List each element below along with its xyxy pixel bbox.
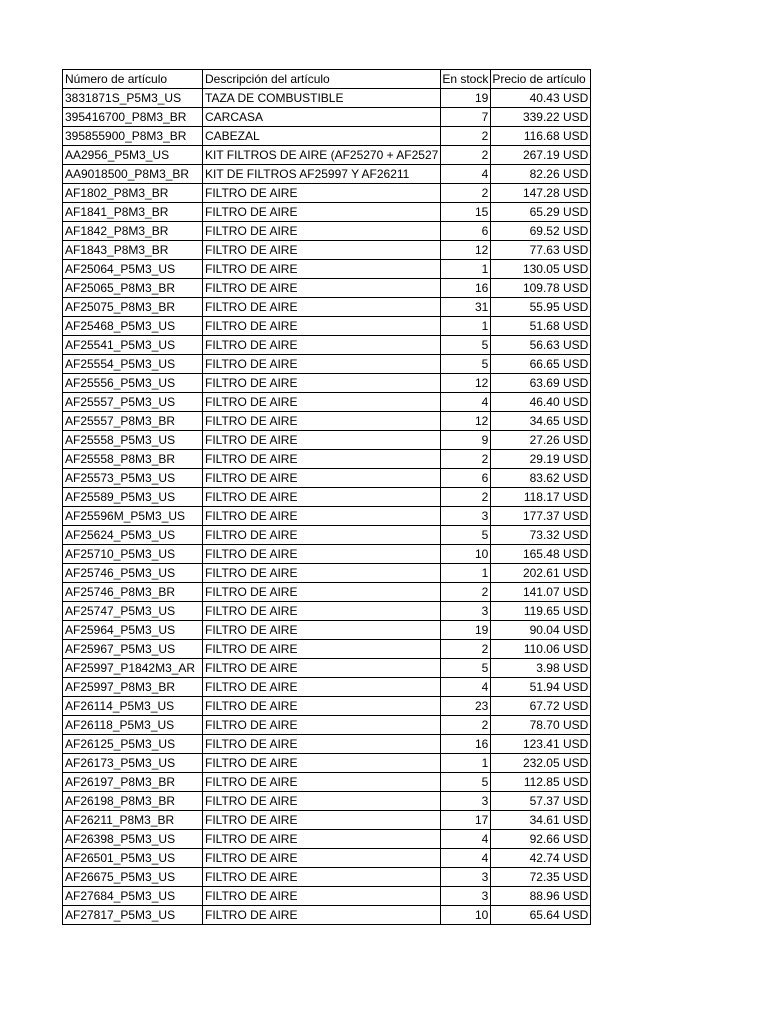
cell-part-number: AF25541_P5M3_US (63, 336, 203, 355)
cell-in-stock: 3 (441, 887, 491, 906)
cell-in-stock: 3 (441, 602, 491, 621)
cell-description: FILTRO DE AIRE (203, 906, 441, 925)
cell-in-stock: 6 (441, 469, 491, 488)
cell-description: FILTRO DE AIRE (203, 792, 441, 811)
table-row (63, 640, 591, 659)
cell-price: 165.48 USD (491, 545, 591, 564)
cell-description: FILTRO DE AIRE (203, 203, 441, 222)
cell-price: 116.68 USD (491, 127, 591, 146)
cell-part-number: AF25064_P5M3_US (63, 260, 203, 279)
table-row (63, 336, 591, 355)
cell-part-number: AF26197_P8M3_BR (63, 773, 203, 792)
cell-in-stock: 1 (441, 260, 491, 279)
cell-description: FILTRO DE AIRE (203, 260, 441, 279)
cell-price: 77.63 USD (491, 241, 591, 260)
cell-in-stock: 4 (441, 678, 491, 697)
cell-price: 267.19 USD (491, 146, 591, 165)
cell-in-stock: 2 (441, 127, 491, 146)
header-price: Precio de artículo (491, 70, 591, 89)
cell-description: FILTRO DE AIRE (203, 564, 441, 583)
cell-part-number: AF26114_P5M3_US (63, 697, 203, 716)
table-row (63, 108, 591, 127)
cell-description: FILTRO DE AIRE (203, 830, 441, 849)
spreadsheet (62, 69, 591, 925)
table-row (63, 127, 591, 146)
cell-description: FILTRO DE AIRE (203, 545, 441, 564)
cell-price: 147.28 USD (491, 184, 591, 203)
table-row (63, 222, 591, 241)
table-row (63, 792, 591, 811)
cell-description: KIT DE FILTROS AF25997 Y AF26211 (203, 165, 441, 184)
cell-price: 27.26 USD (491, 431, 591, 450)
cell-part-number: AF25746_P5M3_US (63, 564, 203, 583)
cell-price: 118.17 USD (491, 488, 591, 507)
cell-in-stock: 2 (441, 488, 491, 507)
cell-part-number: AF25967_P5M3_US (63, 640, 203, 659)
cell-price: 51.68 USD (491, 317, 591, 336)
table-row (63, 298, 591, 317)
cell-part-number: AA9018500_P8M3_BR (63, 165, 203, 184)
cell-in-stock: 2 (441, 640, 491, 659)
cell-in-stock: 10 (441, 906, 491, 925)
cell-in-stock: 3 (441, 507, 491, 526)
table-row (63, 735, 591, 754)
table-row (63, 412, 591, 431)
cell-description: FILTRO DE AIRE (203, 184, 441, 203)
cell-description: FILTRO DE AIRE (203, 602, 441, 621)
cell-part-number: AF25065_P8M3_BR (63, 279, 203, 298)
cell-price: 51.94 USD (491, 678, 591, 697)
cell-description: CABEZAL (203, 127, 441, 146)
cell-price: 69.52 USD (491, 222, 591, 241)
cell-in-stock: 3 (441, 792, 491, 811)
cell-price: 72.35 USD (491, 868, 591, 887)
cell-part-number: AF25997_P1842M3_AR (63, 659, 203, 678)
cell-in-stock: 4 (441, 393, 491, 412)
cell-description: FILTRO DE AIRE (203, 298, 441, 317)
cell-part-number: AF25558_P8M3_BR (63, 450, 203, 469)
table-row (63, 165, 591, 184)
cell-in-stock: 3 (441, 868, 491, 887)
cell-description: FILTRO DE AIRE (203, 374, 441, 393)
cell-part-number: AF26501_P5M3_US (63, 849, 203, 868)
cell-in-stock: 5 (441, 355, 491, 374)
table-row (63, 545, 591, 564)
cell-price: 83.62 USD (491, 469, 591, 488)
table-row (63, 431, 591, 450)
cell-in-stock: 6 (441, 222, 491, 241)
cell-description: TAZA DE COMBUSTIBLE (203, 89, 441, 108)
cell-in-stock: 23 (441, 697, 491, 716)
cell-in-stock: 2 (441, 583, 491, 602)
table-row (63, 564, 591, 583)
table-row (63, 260, 591, 279)
cell-price: 42.74 USD (491, 849, 591, 868)
cell-price: 46.40 USD (491, 393, 591, 412)
cell-price: 339.22 USD (491, 108, 591, 127)
cell-price: 55.95 USD (491, 298, 591, 317)
cell-part-number: AF1841_P8M3_BR (63, 203, 203, 222)
header-in-stock: En stock (441, 70, 491, 89)
cell-price: 92.66 USD (491, 830, 591, 849)
cell-description: FILTRO DE AIRE (203, 222, 441, 241)
cell-in-stock: 1 (441, 564, 491, 583)
cell-part-number: AF25573_P5M3_US (63, 469, 203, 488)
cell-in-stock: 2 (441, 146, 491, 165)
cell-description: FILTRO DE AIRE (203, 450, 441, 469)
table-row (63, 773, 591, 792)
cell-description: KIT FILTROS DE AIRE (AF25270 + AF2527 (203, 146, 441, 165)
cell-in-stock: 2 (441, 716, 491, 735)
table-body (63, 89, 591, 925)
cell-in-stock: 16 (441, 735, 491, 754)
cell-part-number: 395416700_P8M3_BR (63, 108, 203, 127)
table-row (63, 697, 591, 716)
cell-in-stock: 4 (441, 849, 491, 868)
cell-part-number: AF25075_P8M3_BR (63, 298, 203, 317)
cell-description: FILTRO DE AIRE (203, 811, 441, 830)
cell-part-number: 395855900_P8M3_BR (63, 127, 203, 146)
cell-part-number: AF26675_P5M3_US (63, 868, 203, 887)
cell-description: FILTRO DE AIRE (203, 431, 441, 450)
cell-in-stock: 5 (441, 773, 491, 792)
cell-price: 34.61 USD (491, 811, 591, 830)
cell-price: 90.04 USD (491, 621, 591, 640)
cell-description: FILTRO DE AIRE (203, 279, 441, 298)
table-row (63, 374, 591, 393)
cell-part-number: AF25557_P8M3_BR (63, 412, 203, 431)
cell-description: FILTRO DE AIRE (203, 716, 441, 735)
cell-part-number: AF25558_P5M3_US (63, 431, 203, 450)
cell-part-number: AF25746_P8M3_BR (63, 583, 203, 602)
table-row (63, 469, 591, 488)
table-row (63, 450, 591, 469)
cell-description: FILTRO DE AIRE (203, 849, 441, 868)
table-row (63, 811, 591, 830)
cell-description: FILTRO DE AIRE (203, 697, 441, 716)
cell-description: FILTRO DE AIRE (203, 887, 441, 906)
table-row (63, 241, 591, 260)
cell-price: 177.37 USD (491, 507, 591, 526)
cell-description: FILTRO DE AIRE (203, 241, 441, 260)
cell-price: 67.72 USD (491, 697, 591, 716)
cell-in-stock: 12 (441, 412, 491, 431)
header-description: Descripción del artículo (203, 70, 441, 89)
table-row (63, 830, 591, 849)
cell-in-stock: 17 (441, 811, 491, 830)
table-row (63, 317, 591, 336)
cell-in-stock: 10 (441, 545, 491, 564)
cell-price: 65.64 USD (491, 906, 591, 925)
cell-in-stock: 19 (441, 89, 491, 108)
table-row (63, 279, 591, 298)
cell-part-number: AF1802_P8M3_BR (63, 184, 203, 203)
cell-part-number: AF1842_P8M3_BR (63, 222, 203, 241)
header-part-number: Número de artículo (63, 70, 203, 89)
cell-part-number: AF25589_P5M3_US (63, 488, 203, 507)
parts-table (62, 69, 591, 925)
cell-part-number: AF25710_P5M3_US (63, 545, 203, 564)
cell-in-stock: 19 (441, 621, 491, 640)
cell-price: 34.65 USD (491, 412, 591, 431)
cell-in-stock: 1 (441, 317, 491, 336)
cell-part-number: AF26173_P5M3_US (63, 754, 203, 773)
table-row (63, 887, 591, 906)
cell-description: FILTRO DE AIRE (203, 868, 441, 887)
cell-price: 56.63 USD (491, 336, 591, 355)
cell-description: FILTRO DE AIRE (203, 317, 441, 336)
cell-description: FILTRO DE AIRE (203, 640, 441, 659)
cell-description: FILTRO DE AIRE (203, 526, 441, 545)
cell-in-stock: 4 (441, 165, 491, 184)
table-row (63, 526, 591, 545)
cell-price: 40.43 USD (491, 89, 591, 108)
table-row (63, 849, 591, 868)
cell-description: FILTRO DE AIRE (203, 773, 441, 792)
cell-part-number: 3831871S_P5M3_US (63, 89, 203, 108)
cell-part-number: AF26125_P5M3_US (63, 735, 203, 754)
cell-price: 82.26 USD (491, 165, 591, 184)
cell-in-stock: 16 (441, 279, 491, 298)
table-row (63, 146, 591, 165)
cell-part-number: AF25596M_P5M3_US (63, 507, 203, 526)
cell-description: FILTRO DE AIRE (203, 754, 441, 773)
cell-price: 202.61 USD (491, 564, 591, 583)
cell-description: FILTRO DE AIRE (203, 507, 441, 526)
cell-part-number: AF26211_P8M3_BR (63, 811, 203, 830)
table-row (63, 583, 591, 602)
cell-in-stock: 15 (441, 203, 491, 222)
cell-part-number: AF26118_P5M3_US (63, 716, 203, 735)
table-row (63, 754, 591, 773)
cell-price: 110.06 USD (491, 640, 591, 659)
cell-price: 66.65 USD (491, 355, 591, 374)
cell-in-stock: 31 (441, 298, 491, 317)
table-row (63, 678, 591, 697)
cell-description: FILTRO DE AIRE (203, 412, 441, 431)
cell-price: 57.37 USD (491, 792, 591, 811)
cell-part-number: AF25556_P5M3_US (63, 374, 203, 393)
cell-price: 109.78 USD (491, 279, 591, 298)
cell-description: FILTRO DE AIRE (203, 469, 441, 488)
cell-in-stock: 12 (441, 241, 491, 260)
cell-price: 232.05 USD (491, 754, 591, 773)
cell-price: 3.98 USD (491, 659, 591, 678)
cell-in-stock: 4 (441, 830, 491, 849)
table-row (63, 621, 591, 640)
cell-in-stock: 1 (441, 754, 491, 773)
cell-in-stock: 5 (441, 526, 491, 545)
table-row (63, 507, 591, 526)
cell-in-stock: 2 (441, 184, 491, 203)
table-row (63, 602, 591, 621)
cell-part-number: AF25554_P5M3_US (63, 355, 203, 374)
cell-price: 73.32 USD (491, 526, 591, 545)
cell-in-stock: 7 (441, 108, 491, 127)
cell-description: FILTRO DE AIRE (203, 393, 441, 412)
table-row (63, 659, 591, 678)
cell-price: 63.69 USD (491, 374, 591, 393)
cell-in-stock: 12 (441, 374, 491, 393)
cell-price: 123.41 USD (491, 735, 591, 754)
cell-part-number: AF26198_P8M3_BR (63, 792, 203, 811)
table-row (63, 716, 591, 735)
cell-in-stock: 9 (441, 431, 491, 450)
cell-part-number: AF26398_P5M3_US (63, 830, 203, 849)
cell-part-number: AF25557_P5M3_US (63, 393, 203, 412)
table-row (63, 203, 591, 222)
cell-part-number: AF25624_P5M3_US (63, 526, 203, 545)
table-row (63, 868, 591, 887)
cell-description: CARCASA (203, 108, 441, 127)
cell-price: 29.19 USD (491, 450, 591, 469)
table-row (63, 89, 591, 108)
cell-description: FILTRO DE AIRE (203, 583, 441, 602)
cell-price: 112.85 USD (491, 773, 591, 792)
cell-description: FILTRO DE AIRE (203, 735, 441, 754)
table-row (63, 488, 591, 507)
cell-price: 65.29 USD (491, 203, 591, 222)
cell-part-number: AF25997_P8M3_BR (63, 678, 203, 697)
cell-description: FILTRO DE AIRE (203, 678, 441, 697)
table-row (63, 184, 591, 203)
cell-part-number: AF25747_P5M3_US (63, 602, 203, 621)
cell-description: FILTRO DE AIRE (203, 355, 441, 374)
cell-part-number: AA2956_P5M3_US (63, 146, 203, 165)
cell-part-number: AF1843_P8M3_BR (63, 241, 203, 260)
table-row (63, 355, 591, 374)
cell-part-number: AF25468_P5M3_US (63, 317, 203, 336)
cell-description: FILTRO DE AIRE (203, 659, 441, 678)
cell-price: 88.96 USD (491, 887, 591, 906)
table-row (63, 393, 591, 412)
cell-part-number: AF27817_P5M3_US (63, 906, 203, 925)
cell-part-number: AF25964_P5M3_US (63, 621, 203, 640)
table-row (63, 906, 591, 925)
cell-price: 141.07 USD (491, 583, 591, 602)
cell-price: 78.70 USD (491, 716, 591, 735)
header-row (63, 70, 591, 89)
cell-in-stock: 5 (441, 659, 491, 678)
cell-part-number: AF27684_P5M3_US (63, 887, 203, 906)
cell-price: 119.65 USD (491, 602, 591, 621)
cell-description: FILTRO DE AIRE (203, 336, 441, 355)
cell-in-stock: 2 (441, 450, 491, 469)
cell-price: 130.05 USD (491, 260, 591, 279)
cell-description: FILTRO DE AIRE (203, 488, 441, 507)
cell-in-stock: 5 (441, 336, 491, 355)
cell-description: FILTRO DE AIRE (203, 621, 441, 640)
